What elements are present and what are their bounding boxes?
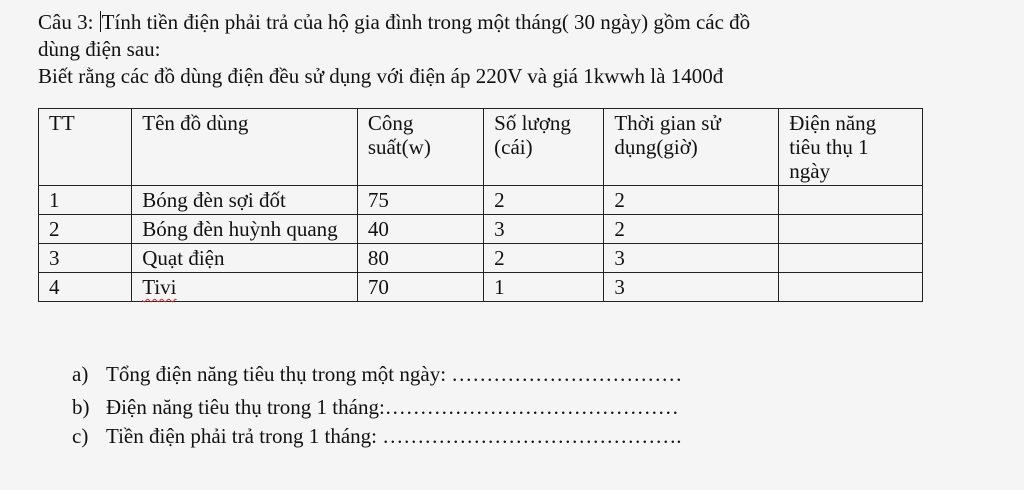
header-name: Tên đồ dùng [132,109,358,186]
question-b-text: Điện năng tiêu thụ trong 1 tháng:…………………………………… [106,395,679,419]
cell-tt: 3 [39,244,132,273]
cell-power: 40 [357,215,483,244]
cell-energy[interactable] [779,215,923,244]
spellcheck-underlined-text: Tivi [142,275,177,299]
header-energy-per-day: Điện năng tiêu thụ 1 ngày [779,109,923,186]
text-cursor [100,11,101,32]
cell-quantity: 2 [484,186,604,215]
cell-name: Quạt điện [132,244,358,273]
question-c-marker: c) [72,424,89,448]
question-title-line [38,10,750,34]
cell-tt: 1 [39,186,132,215]
header-tt: TT [39,109,132,186]
cell-name [132,273,358,302]
question-number: Câu 3: [38,10,99,34]
question-statement-continued: dùng điện sau: [38,37,161,61]
cell-power: 75 [357,186,483,215]
table-row [39,273,923,302]
question-c-text: Tiền điện phải trả trong 1 tháng: ……………………………………. [106,424,682,448]
header-power: Công suất(w) [357,109,483,186]
table-row [39,186,923,215]
cell-usage-time: 2 [604,215,779,244]
cell-power: 70 [357,273,483,302]
cell-tt: 4 [39,273,132,302]
cell-quantity: 3 [484,215,604,244]
cell-quantity: 1 [484,273,604,302]
question-a [72,362,682,386]
question-statement: Tính tiền điện phải trả của hộ gia đình trong một tháng( 30 ngày) gồm các đồ [101,10,751,34]
cell-tt: 2 [39,215,132,244]
cell-usage-time: 2 [604,186,779,215]
question-a-marker: a) [72,362,89,386]
question-condition: Biết rằng các đồ dùng điện đều sử dụng với điện áp 220V và giá 1kwwh là 1400đ [38,64,724,88]
table-row [39,215,923,244]
cell-power: 80 [357,244,483,273]
cell-usage-time: 3 [604,273,779,302]
cell-name: Bóng đèn sợi đốt [132,186,358,215]
question-b-marker: b) [72,395,90,419]
cell-usage-time: 3 [604,244,779,273]
table-header-row [39,109,923,186]
header-usage-time: Thời gian sử dụng(giờ) [604,109,779,186]
cell-quantity: 2 [484,244,604,273]
cell-energy[interactable] [779,244,923,273]
header-quantity: Số lượng (cái) [484,109,604,186]
cell-name: Bóng đèn huỳnh quang [132,215,358,244]
cell-energy[interactable] [779,273,923,302]
question-c [72,424,682,448]
table-row [39,244,923,273]
question-b [72,395,679,419]
appliance-table [38,108,923,302]
cell-energy[interactable] [779,186,923,215]
question-a-text: Tổng điện năng tiêu thụ trong một ngày: …………………………… [106,362,683,386]
